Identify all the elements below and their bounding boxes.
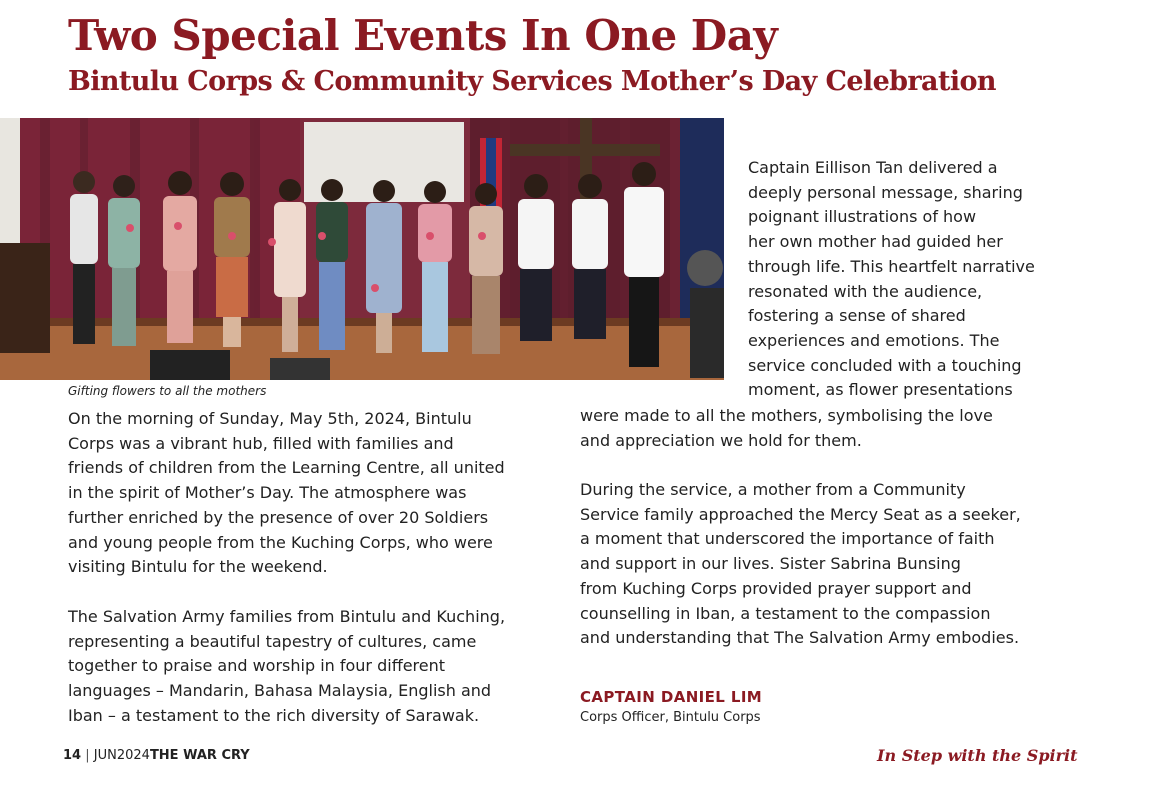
text-line: fostering a sense of shared <box>748 306 966 326</box>
left-paragraph-1 <box>68 407 505 580</box>
text-line: moment, as flower presentations <box>748 380 1013 400</box>
right-paragraph-1-top <box>748 156 1035 403</box>
text-line: and young people from the Kuching Corps, who were <box>68 532 493 552</box>
text-line: poignant illustrations of how <box>748 207 977 227</box>
author-role: Corps Officer, Bintulu Corps <box>580 710 761 725</box>
text-line: were made to all the mothers, symbolising the love <box>580 406 993 425</box>
footer-issue: JUN2024 <box>93 748 150 763</box>
text-line: The Salvation Army families from Bintulu and Kuching, <box>68 607 506 626</box>
text-line: Corps was a vibrant hub, filled with families and <box>68 433 454 453</box>
text-line: visiting Bintulu for the weekend. <box>68 557 328 577</box>
text-line: further enriched by the presence of over 20 Soldiers <box>68 507 489 527</box>
footer-separator: | <box>85 748 90 763</box>
text-line: representing a beautiful tapestry of cultures, came <box>68 631 477 651</box>
right-paragraph-1-bottom <box>580 404 993 453</box>
text-line: friends of children from the Learning Centre, all united <box>68 458 505 478</box>
text-line: and support in our lives. Sister Sabrina Bunsing <box>580 554 961 574</box>
text-line: her own mother had guided her <box>748 232 1003 252</box>
text-line: a moment that underscored the importance of faith <box>580 529 995 549</box>
text-line: resonated with the audience, <box>748 281 983 301</box>
text-line: Service family approached the Mercy Seat as a seeker, <box>580 504 1021 524</box>
text-line: On the morning of Sunday, May 5th, 2024, Bintulu <box>68 409 472 428</box>
text-line: in the spirit of Mother’s Day. The atmosphere was <box>68 483 467 503</box>
group-photo <box>0 118 724 380</box>
text-line: through life. This heartfelt narrative <box>748 256 1035 276</box>
footer-folio <box>63 748 250 763</box>
text-line: deeply personal message, sharing <box>748 182 1023 202</box>
footer-publication: THE WAR CRY <box>149 748 250 763</box>
text-line: counselling in Iban, a testament to the compassion <box>580 603 991 623</box>
text-line: service concluded with a touching <box>748 355 1022 375</box>
page-number: 14 <box>63 748 82 763</box>
page-subtitle: Bintulu Corps & Community Services Mother’s Day Celebration <box>68 66 996 97</box>
text-line: from Kuching Corps provided prayer support and <box>580 578 972 598</box>
text-line: and appreciation we hold for them. <box>580 430 862 450</box>
text-line: Captain Eillison Tan delivered a <box>748 158 998 177</box>
text-line: together to praise and worship in four different <box>68 656 446 676</box>
text-line: and understanding that The Salvation Army embodies. <box>580 628 1020 648</box>
text-line: experiences and emotions. The <box>748 330 1000 350</box>
photo-caption: Gifting flowers to all the mothers <box>68 384 267 398</box>
text-line: Iban – a testament to the rich diversity of Sarawak. <box>68 705 480 725</box>
left-paragraph-2 <box>68 605 505 729</box>
text-line: During the service, a mother from a Community <box>580 480 966 499</box>
page-title: Two Special Events In One Day <box>68 11 778 60</box>
author-name: CAPTAIN DANIEL LIM <box>580 688 763 706</box>
right-paragraph-2 <box>580 478 1021 651</box>
footer-tagline: In Step with the Spirit <box>877 746 1078 765</box>
text-line: languages – Mandarin, Bahasa Malaysia, English and <box>68 681 492 701</box>
